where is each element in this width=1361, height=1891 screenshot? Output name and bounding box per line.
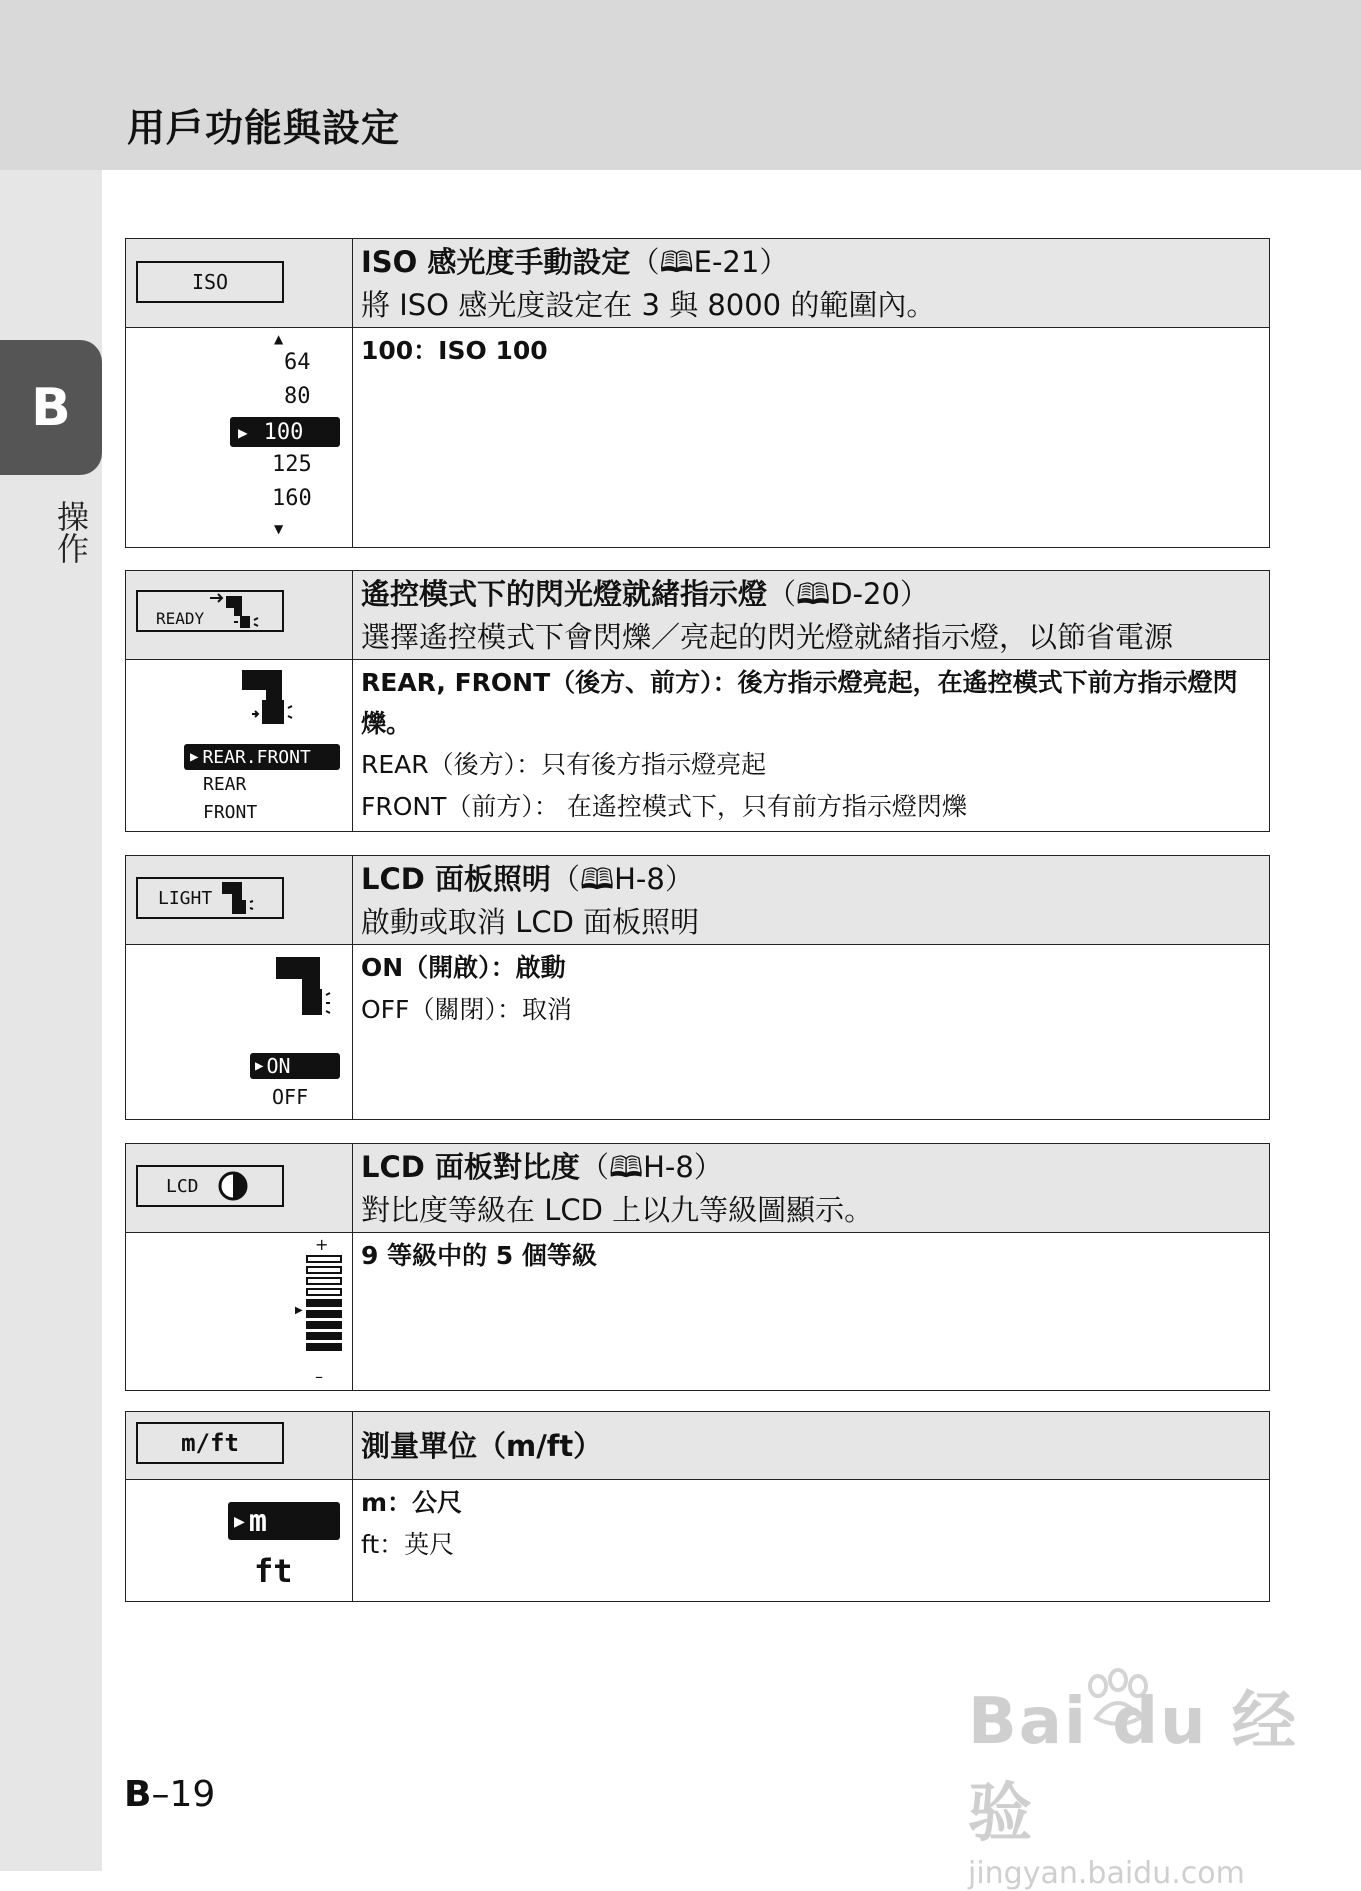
iso-value-125: 125 xyxy=(272,452,312,477)
lcd-contrast-label: LCD xyxy=(166,1175,199,1197)
lcd-iso-label: ISO xyxy=(191,270,229,294)
selected-arrow-icon: ▶ xyxy=(234,1510,245,1532)
iso-value-80: 80 xyxy=(284,384,311,409)
scroll-up-icon: ▲ xyxy=(274,332,284,346)
selected-arrow-icon: ▶ xyxy=(238,422,248,442)
unit-value-ft: ft xyxy=(254,1552,293,1590)
scroll-down-icon: ▼ xyxy=(274,522,284,536)
unit-option-ft: ft：英尺 xyxy=(361,1530,455,1559)
contrast-level-bar xyxy=(306,1255,342,1263)
contrast-level-bar xyxy=(306,1299,342,1307)
contrast-level-bar xyxy=(306,1310,342,1318)
light-value-off: OFF xyxy=(272,1085,309,1109)
unit-value-list xyxy=(126,1480,353,1601)
ready-title: 遙控模式下的閃光燈就緒指示燈 xyxy=(361,577,768,611)
setting-lcd-contrast xyxy=(125,1143,1270,1391)
lcd-contrast-box xyxy=(136,1165,284,1207)
ready-option-front: FRONT（前方）： 在遙控模式下，只有前方指示燈閃爍 xyxy=(361,792,967,821)
unit-value-m: m xyxy=(248,1503,267,1539)
light-title: LCD 面板照明 xyxy=(361,862,551,896)
contrast-bar-stack xyxy=(306,1255,342,1354)
iso-value-selected xyxy=(230,417,340,447)
contrast-level-bar xyxy=(306,1343,342,1351)
lcd-light-box xyxy=(136,877,284,919)
ready-value-selected xyxy=(184,744,340,770)
ready-desc: 選擇遙控模式下會閃爍／亮起的閃光燈就緒指示燈，以節省電源 xyxy=(361,620,1174,654)
iso-value-160: 160 xyxy=(272,486,312,511)
contrast-icon xyxy=(217,1170,249,1202)
iso-option-100: 100：ISO 100 xyxy=(361,336,548,365)
page-title: 用戶功能與設定 xyxy=(127,106,401,150)
setting-iso xyxy=(125,238,1270,548)
unit-value-selected xyxy=(228,1502,340,1540)
contrast-title: LCD 面板對比度 xyxy=(361,1150,580,1184)
flash-unit-icon xyxy=(274,955,334,1019)
section-tab-label: 操作 xyxy=(52,500,90,564)
light-option-on: ON（開啟）：啟動 xyxy=(361,953,566,982)
light-value-on: ON xyxy=(266,1054,291,1078)
lcd-ready-label: READY xyxy=(156,608,205,628)
page-number xyxy=(124,1774,215,1815)
iso-desc: 將 ISO 感光度設定在 3 與 8000 的範圍內。 xyxy=(361,288,936,322)
contrast-level-bar xyxy=(306,1332,342,1340)
page-number-suffix: –19 xyxy=(151,1774,216,1815)
unit-title: 測量單位（m/ft） xyxy=(361,1428,603,1463)
contrast-level-bar xyxy=(306,1321,342,1329)
setting-distance-unit xyxy=(125,1411,1270,1602)
unit-option-m: m：公尺 xyxy=(361,1488,463,1517)
setting-lcd-light xyxy=(125,855,1270,1120)
contrast-option: 9 等級中的 5 個等級 xyxy=(361,1241,597,1270)
flash-rear-front-icon xyxy=(206,592,264,630)
contrast-level-bar xyxy=(306,1277,342,1285)
ready-option-rear: REAR（後方）：只有後方指示燈亮起 xyxy=(361,750,767,779)
selected-arrow-icon: ▶ xyxy=(190,749,199,765)
iso-title: ISO 感光度手動設定 xyxy=(361,245,631,279)
ready-value-rear-front: REAR.FRONT xyxy=(202,746,311,768)
watermark-main: Bai du 经验 xyxy=(968,1685,1298,1851)
watermark xyxy=(968,1670,1361,1891)
ready-value-list xyxy=(126,660,353,832)
ready-value-front: FRONT xyxy=(203,802,258,823)
contrast-desc: 對比度等級在 LCD 上以九等級圖顯示。 xyxy=(361,1193,874,1227)
lcd-ready-box xyxy=(136,590,284,632)
iso-value-64: 64 xyxy=(284,350,311,375)
contrast-ref: （🕮H-8） xyxy=(579,1150,723,1184)
setting-ready-indicator xyxy=(125,570,1270,832)
lamp-icon xyxy=(220,880,256,916)
page-number-prefix: B xyxy=(124,1774,152,1815)
light-value-selected xyxy=(250,1053,340,1079)
lcd-light-label: LIGHT xyxy=(158,887,213,909)
lcd-iso-box xyxy=(136,261,284,303)
iso-ref: （🕮E-21） xyxy=(630,245,789,279)
light-value-list xyxy=(126,945,353,1120)
contrast-minus: – xyxy=(315,1367,323,1386)
contrast-level-bar xyxy=(306,1288,342,1296)
iso-value-100: 100 xyxy=(263,419,304,445)
light-option-off: OFF（關閉）：取消 xyxy=(361,995,572,1024)
contrast-level-bar xyxy=(306,1266,342,1274)
contrast-scale xyxy=(126,1233,353,1391)
ready-option-rear-front: REAR, FRONT（後方、前方）：後方指示燈亮起，在遙控模式下前方指示燈閃爍。 xyxy=(361,668,1238,738)
light-ref: （🕮H-8） xyxy=(550,862,694,896)
ready-value-rear: REAR xyxy=(203,774,247,795)
section-tab[interactable]: B xyxy=(0,340,102,475)
lcd-unit-label: m/ft xyxy=(181,1429,239,1457)
selected-arrow-icon: ▶ xyxy=(255,1058,264,1074)
lcd-unit-box xyxy=(136,1422,284,1464)
watermark-url: jingyan.baidu.com xyxy=(968,1856,1245,1891)
contrast-plus: + xyxy=(315,1235,329,1254)
ready-ref: （🕮D-20） xyxy=(767,577,929,611)
contrast-level-marker-icon: ▶ xyxy=(295,1305,303,1316)
flash-unit-icon xyxy=(236,668,296,728)
light-desc: 啟動或取消 LCD 面板照明 xyxy=(361,905,700,939)
iso-value-list xyxy=(126,328,353,548)
